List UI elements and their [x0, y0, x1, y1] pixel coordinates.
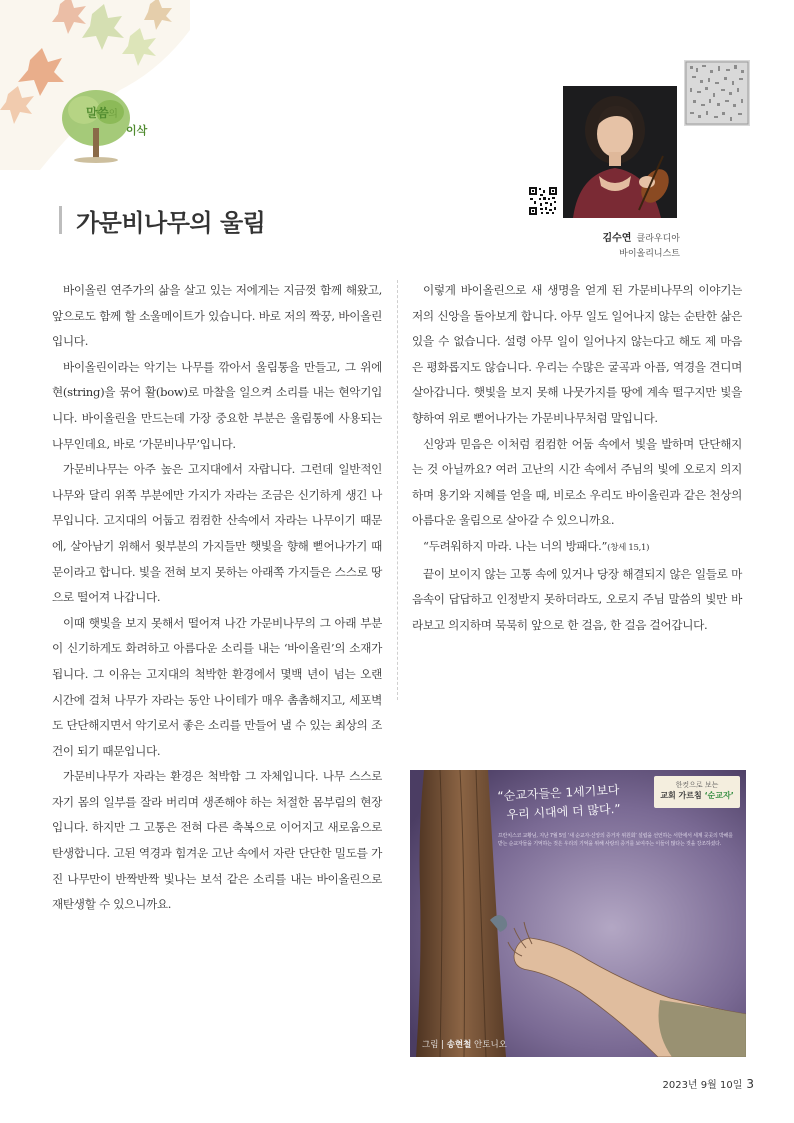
paragraph: 바이올린 연주가의 삶을 살고 있는 저에게는 지금껏 함께 해왔고, 앞으로도 함께 할 소울메이트가 있습니다. 바로 저의 짝꿍, 바이올린입니다. [52, 283, 382, 349]
series-badge: 한컷으로 보는 교회 가르침 ‘순교자’ [654, 776, 740, 808]
author-baptismal-name: 클라우디아 [636, 234, 680, 244]
author-role: 바이올리니스트 [619, 249, 680, 259]
scripture-quote: “두려워하지 마라. 나는 너의 방패다.”(창세 15,1) [423, 538, 650, 553]
qr-code-small [528, 186, 558, 216]
brand-title: 말씀의 [86, 106, 118, 120]
page-number: 3 [746, 1077, 754, 1091]
paragraph: 끝이 보이지 않는 고통 속에 있거나 당장 해결되지 않은 일들로 마음속이 답답하고 인정받지 못하더라도, 오로지 주님 말씀의 빛만 바라보고 의지하며 묵묵히 앞으로 한 걸음, 한 걸음 걸어갑니다. [412, 566, 742, 632]
brand-subtitle: 이삭 [126, 124, 148, 137]
paragraph: 이때 햇빛을 보지 못해서 떨어져 나간 가문비나무의 그 아래 부분이 신기하게도 화려하고 아름다운 소리를 내는 ‘바이올린’의 소재가 됩니다. 그 이유는 고지대의 척박한 환경에서 몇백 년이 넘는 오랜 시간에 걸쳐 나무가 자라는 동안 나이테가 매우 촘촘해지고, 세포벽도 단단해지면서 악기로서 좋은 소리를 만들어 낼 수 있는 최상의 조건이 되기 때문입니다. [52, 615, 382, 758]
paragraph: 가문비나무가 자라는 환경은 척박함 그 자체입니다. 나무 스스로 자기 몸의 일부를 잘라 버리며 생존해야 하는 처절한 몸부림의 현장입니다. 하지만 그 고통은 전혀 다른 축복으로 이어지고 새로움으로 탄생합니다. 고된 역경과 힘겨운 고난 속에서 자란 단단한 밀도를 가진 나무만이 반짝반짝 빛나는 보석 같은 소리를 내는 바이올린으로 재탄생할 수 있으니까요. [52, 769, 382, 912]
author-credit [570, 228, 680, 262]
right-column [412, 278, 742, 638]
paragraph: 신앙과 믿음은 이처럼 컴컴한 어둠 속에서 빛을 발하며 단단해지는 것 아닐까요? 여러 고난의 시간 속에서 주님의 빛에 오로지 의지하며 용기와 지혜를 얻을 때, 비로소 우리도 바이올린과 같은 천상의 아름다운 울림으로 살아갈 수 있으니까요. [412, 436, 742, 528]
paragraph: 가문비나무는 아주 높은 고지대에서 자랍니다. 그런데 일반적인 나무와 달리 위쪽 부분에만 가지가 자라는 조금은 신기하게 생긴 나무입니다. 고지대의 어둡고 컴컴한 산속에서 자라는 나무이기 때문에, 살아남기 위해서 윗부분의 가지들만 햇빛을 향해 뻗어나가기 때문이라고 합니다. 빛을 전혀 보지 못하는 아래쪽 가지들은 스스로 땅으로 떨어져 나갑니다. [52, 462, 382, 605]
left-column [52, 278, 382, 918]
page-footer [662, 1076, 754, 1091]
cartoon-quote: “순교자들은 1세기보다 우리 시대에 더 많다.” [497, 782, 621, 822]
article-title: 가문비나무의 울림 [76, 209, 266, 237]
paragraph: 바이올린이라는 악기는 나무를 깎아서 울림통을 만들고, 그 위에 현(string)을 묶어 활(bow)로 마찰을 일으켜 소리를 내는 현악기입니다. 바이올린을 만드는데 가장 중요한 부분은 울림통에 사용되는 나무인데요, 바로 ‘가문비나무’입니다. [52, 359, 382, 451]
scripture-reference: (창세 15,1) [607, 542, 650, 553]
cartoon-description: 프란치스코 교황님, 지난 7월 5일 ‘새 순교자-신앙의 증거자 위원회’ 설립을 선언하는 서한에서 세계 곳곳의 박해를 받는 순교자들을 기억하는 것은 우리의 기억을 위해 사랑의 증거를 보여주는 이들이 많다는 것을 강조하셨다. [498, 833, 733, 847]
illustration-credit: 그림 | 송현철 안토니오 [422, 1040, 507, 1050]
cartoon-illustration [410, 770, 746, 1057]
leaf-decoration [0, 0, 190, 170]
author-photo [563, 86, 677, 218]
author-name: 김수연 [602, 233, 632, 244]
column-divider [397, 280, 398, 700]
issue-date: 2023년 9월 10일 [662, 1080, 743, 1091]
qr-code [684, 60, 750, 126]
title-accent-bar [59, 206, 62, 234]
paragraph: 이렇게 바이올린으로 새 생명을 얻게 된 가문비나무의 이야기는 저의 신앙을 돌아보게 합니다. 아무 일도 일어나지 않는 순탄한 삶은 있을 수 없습니다. 설령 아무 일이 일어나지 않는다고 해도 제 마음은 평화롭지도 않습니다. 우리는 수많은 굴곡과 아픔, 역경을 견디며 살아갑니다. 햇빛을 보지 못해 나뭇가지를 땅에 계속 떨구지만 빛을 향하여 위로 뻗어나가는 가문비나무처럼 말입니다. [412, 283, 742, 425]
